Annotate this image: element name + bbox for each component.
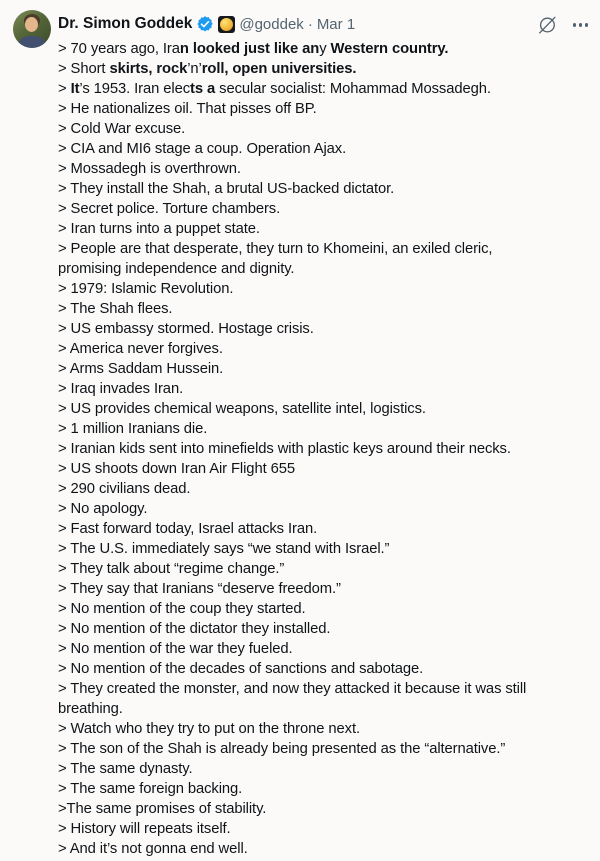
tweet-line: > And it’s not gonna end well. [58, 841, 248, 857]
grok-icon[interactable] [537, 15, 557, 35]
tweet-line: > No apology. [58, 501, 148, 517]
avatar[interactable] [13, 10, 51, 48]
tweet-line: > They install the Shah, a brutal US-backed dictator. [58, 181, 395, 197]
tweet-line: > 290 civilians dead. [58, 481, 191, 497]
separator-dot: · [307, 15, 313, 33]
tweet-line: >The same promises of stability. [58, 801, 267, 817]
tweet-line: > Watch who they try to put on the throne next. [58, 721, 360, 737]
tweet-line: > The same dynasty. [58, 761, 193, 777]
tweet-line: > They talk about “regime change.” [58, 561, 285, 577]
tweet-line: > History will repeats itself. [58, 821, 231, 837]
name-row [58, 13, 355, 35]
tweet-line: > Fast forward today, Israel attacks Iran. [58, 521, 318, 537]
tweet-line: > Short skirts, rock’n’roll, open universities. [58, 61, 357, 77]
tweet-line: > No mention of the coup they started. [58, 601, 306, 617]
tweet-line: > US embassy stormed. Hostage crisis. [58, 321, 314, 337]
tweet-line: > No mention of the dictator they installed. [58, 621, 331, 637]
tweet-line: > Arms Saddam Hussein. [58, 361, 224, 377]
tweet-line: > 70 years ago, Iran looked just like any Western country. [58, 41, 449, 57]
tweet-text [58, 39, 592, 859]
tweet-line: > Iran turns into a puppet state. [58, 221, 260, 237]
affiliate-gold-badge-icon[interactable] [218, 16, 235, 33]
display-name[interactable]: Dr. Simon Goddek [58, 15, 193, 32]
gold-coin-icon [220, 18, 233, 31]
avatar-torso [18, 36, 46, 48]
tweet-line: breathing. [58, 701, 123, 717]
tweet-line: > He nationalizes oil. That pisses off BP. [58, 101, 317, 117]
tweet-line: > It’s 1953. Iran elects a secular socialist: Mohammad Mossadegh. [58, 81, 491, 97]
tweet-line: > US shoots down Iran Air Flight 655 [58, 461, 295, 477]
tweet-line: > America never forgives. [58, 341, 223, 357]
more-options-icon[interactable] [573, 15, 589, 35]
tweet-line: > 1979: Islamic Revolution. [58, 281, 234, 297]
tweet-line: > The same foreign backing. [58, 781, 243, 797]
tweet-line: > People are that desperate, they turn to Khomeini, an exiled cleric, [58, 241, 493, 257]
tweet-line: > They say that Iranians “deserve freedom.” [58, 581, 341, 597]
tweet-line: > The son of the Shah is already being presented as the “alternative.” [58, 741, 506, 757]
user-handle[interactable]: @goddek [239, 15, 304, 33]
tweet-line: > 1 million Iranians die. [58, 421, 208, 437]
tweet-line: > They created the monster, and now they attacked it because it was still [58, 681, 527, 697]
tweet-line: > CIA and MI6 stage a coup. Operation Ajax. [58, 141, 347, 157]
tweet-line: > Iranian kids sent into minefields with plastic keys around their necks. [58, 441, 511, 457]
tweet-line: > The Shah flees. [58, 301, 173, 317]
avatar-face [25, 17, 38, 32]
tweet-line: > No mention of the war they fueled. [58, 641, 293, 657]
tweet-line: > No mention of the decades of sanctions and sabotage. [58, 661, 424, 677]
post-date[interactable]: Mar 1 [316, 15, 356, 33]
tweet-line: > Secret police. Torture chambers. [58, 201, 281, 217]
tweet-line: promising independence and dignity. [58, 261, 295, 277]
verified-badge-icon [196, 15, 214, 33]
tweet-line: > Cold War excuse. [58, 121, 186, 137]
handle-group [239, 16, 355, 33]
tweet-line: > US provides chemical weapons, satellite intel, logistics. [58, 401, 426, 417]
tweet-line: > Iraq invades Iran. [58, 381, 184, 397]
tweet-line: > Mossadegh is overthrown. [58, 161, 241, 177]
header-actions [537, 15, 589, 35]
tweet-line: > The U.S. immediately says “we stand with Israel.” [58, 541, 390, 557]
